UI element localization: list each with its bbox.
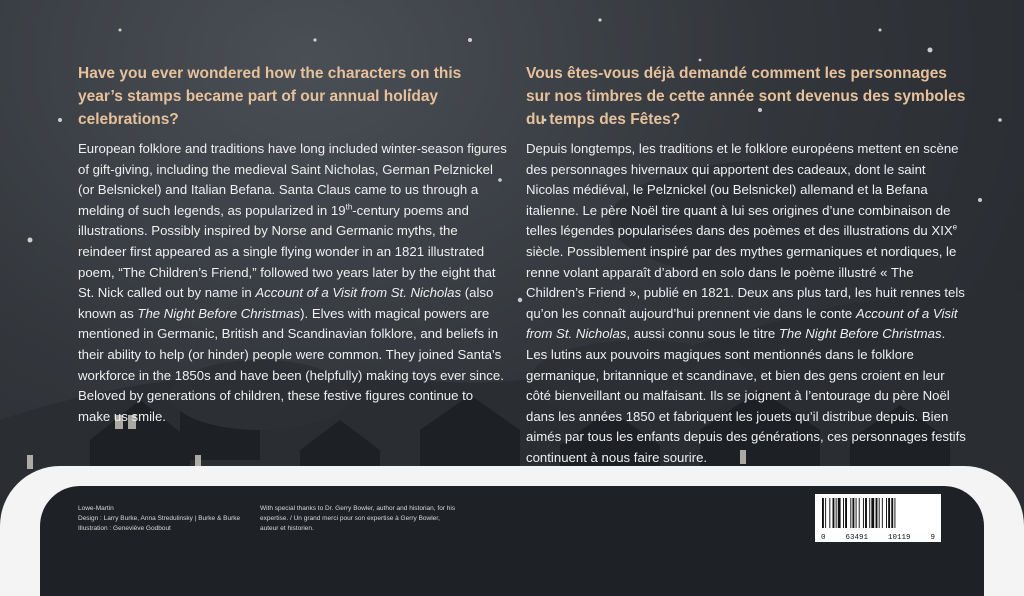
english-superscript: th [345, 202, 353, 212]
barcode-bar [838, 498, 841, 528]
french-superscript: e [952, 222, 958, 232]
barcode-bar [825, 498, 826, 528]
english-text-1: European folklore and traditions have long included winter-season figures of gift-giving, including the medieval Saint Nicholas, German Pelznickel (or Belsnickel) and Italian Befana. Santa Claus came to us through a melding of such legends, as popularized in 19 [78, 141, 507, 218]
barcode-bar [886, 498, 887, 528]
barcode-bar [843, 498, 844, 528]
barcode-bar [822, 498, 824, 528]
english-paragraph [78, 139, 508, 427]
barcode-bar [871, 498, 874, 528]
french-text-3: , aussi connu sous le titre [626, 326, 779, 342]
barcode-digits [821, 534, 935, 542]
french-title-account: Account of a Visit from St. Nicholas [526, 305, 958, 342]
english-column [78, 62, 508, 427]
french-text-4: . Les lutins aux pouvoirs magiques sont mentionnés dans le folklore germanique, britannique et scandinave, et bien des gens croient en leur côté bienveillant ou malfaisant. Ils se joignent à l’entourage du père Noël dans les années 1850 et fabriquent les jouets qu’il distribue depuis. Bien aimés par tous les enfants depuis des générations, ces personnages festifs continuent à nous faire sourire. [526, 326, 966, 465]
barcode-right-digit: 9 [930, 534, 935, 542]
design-credit: Design : Larry Burke, Anna Stredulinsky | Burke & Burke [78, 515, 241, 522]
barcode-bar [836, 498, 837, 528]
english-title-account: Account of a Visit from St. Nicholas [255, 285, 462, 301]
english-text-3: (also known as [78, 285, 494, 321]
french-heading: Vous êtes-vous déjà demandé comment les personnages sur nos timbres de cette année sont devenus des symboles du temps des Fêtes? [526, 65, 966, 128]
barcode-bar [879, 498, 880, 528]
barcode-bar [850, 498, 851, 528]
french-text-2: siècle. Possiblement inspiré par des mythes germaniques et nordiques, le renne volant apparaît d’abord en solo dans le poème illustré « The Children’s Friend », publié en 1821. Deux ans plus tard, les huit rennes tels qu’on les connaît aujourd’hui prennent vie dans le conte [526, 243, 965, 321]
barcode-bar [859, 498, 860, 528]
barcode-group-2: 10119 [887, 534, 911, 542]
barcode-bar [876, 498, 878, 528]
english-heading: Have you ever wondered how the characters on this year’s stamps became part of our annual holiday celebrations? [78, 65, 462, 128]
french-paragraph [526, 139, 966, 469]
barcode-bar [845, 498, 847, 528]
barcode-left-digit: 0 [821, 534, 826, 542]
french-text-1: Depuis longtemps, les traditions et le folklore européens mettent en scène des personnages hivernaux qui apportent des cadeaux, dont le saint Nicolas médiéval, le Pelznickel (ou Belsnickel) allemand et la Befana italienne. Le père Noël tire quant à lui ses origines d’une combinaison de telles légendes popularisées dans des poèmes et des illustrations du XIX [526, 141, 959, 239]
barcode-bar [865, 498, 867, 528]
barcode-bar [856, 498, 857, 528]
english-title-night: The Night Before Christmas [137, 305, 301, 321]
french-title-night: The Night Before Christmas [778, 326, 942, 342]
production-credits [78, 504, 258, 534]
barcode-group-1: 63491 [845, 534, 868, 542]
english-text-2: -century poems and illustrations. Possibly inspired by Norse and Germanic myths, the reindeer first appeared as a single flying wonder in an 1821 illustrated poem, “The Children’s Friend,” followed two years later by the eight that St. Nick called out by name in [78, 202, 496, 301]
barcode-bar [869, 498, 870, 528]
barcode-bar [894, 498, 895, 528]
barcode-bar [829, 498, 830, 528]
illustration-credit: Illustration : Geneviève Godbout [78, 525, 171, 532]
barcode-bar [863, 498, 864, 528]
barcode-bar [888, 498, 890, 528]
barcode-bars [821, 498, 935, 528]
thanks-credit: With special thanks to Dr. Gerry Bowler, author and historian, for his expertise. / Un grand merci pour son expertise à Gerry Bowler, auteur et historien. [260, 505, 456, 532]
printer-credit: Lowe-Martin [78, 505, 114, 512]
barcode-bar [833, 498, 835, 528]
barcode-bar [852, 498, 854, 528]
english-text-4: ). Elves with magical powers are mentioned in Germanic, British and Scandinavian folklore, and beliefs in their ability to help (or hinder) people were common. They joined Santa’s workforce in the 1850s and have been (helpfully) making toys ever since. Beloved by generations of children, these festive figures continue to make us smile. [78, 305, 504, 424]
barcode-bar [882, 498, 883, 528]
french-column [526, 62, 966, 469]
barcode-bar [891, 498, 893, 528]
barcode [815, 494, 941, 542]
